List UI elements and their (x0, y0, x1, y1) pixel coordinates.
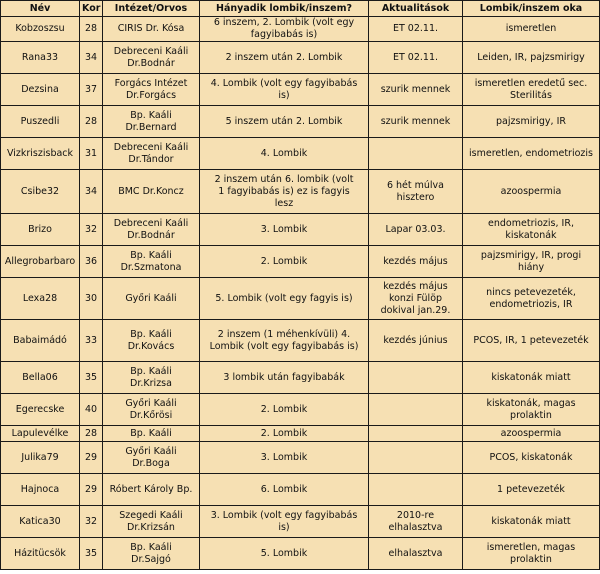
cell-ok-text: pajzsmirigy, IR, progi hiány (480, 249, 582, 273)
cell-intezet-text: Bp. Kaáli (130, 427, 172, 439)
cell-aktualitas (369, 362, 463, 394)
cell-nev-text: Katica30 (19, 515, 61, 527)
cell-intezet-text: Szegedi Kaáli Dr.Krizsán (119, 509, 183, 533)
cell-intezet (103, 442, 200, 474)
cell-hanyadik (200, 426, 369, 442)
cell-nev (1, 138, 80, 170)
cell-nev (1, 214, 80, 246)
cell-intezet (103, 362, 200, 394)
cell-intezet-text: Róbert Károly Bp. (109, 483, 193, 495)
cell-ok-text: nincs petevezeték, endometriozis, IR (486, 286, 576, 310)
cell-nev (1, 320, 80, 362)
cell-kor (80, 246, 103, 278)
cell-nev-text: Házitücsök (14, 547, 66, 559)
cell-kor-text: 37 (84, 83, 98, 95)
cell-aktualitas (369, 394, 463, 426)
table-row (1, 506, 600, 538)
cell-hanyadik (200, 506, 369, 538)
cell-intezet (103, 394, 200, 426)
cell-aktualitas-text: 2010-re elhalasztva (388, 509, 443, 533)
cell-nev (1, 74, 80, 106)
cell-nev-text: Dezsina (21, 83, 59, 95)
cell-intezet-text: CIRIS Dr. Kósa (117, 23, 185, 34)
cell-intezet-text: Debreceni Kaáli Dr.Bodnár (113, 217, 189, 241)
cell-kor (80, 442, 103, 474)
cell-ok-text: kiskatonák miatt (491, 515, 571, 527)
cell-hanyadik-text: 6 inszem, 2. Lombik (volt egy fagyibabás is) (213, 17, 355, 40)
cell-intezet-text: Debreceni Kaáli Dr.Bodnár (113, 45, 189, 69)
cell-hanyadik-text: 3. Lombik (260, 223, 308, 235)
cell-nev (1, 42, 80, 74)
cell-nev-text: Kobzoszsu (15, 23, 65, 34)
cell-intezet (103, 74, 200, 106)
cell-intezet (103, 42, 200, 74)
cell-ok-text: Leiden, IR, pajzsmirigy (477, 51, 585, 63)
cell-intezet (103, 214, 200, 246)
cell-hanyadik-text: 3. Lombik (260, 451, 308, 463)
cell-hanyadik (200, 362, 369, 394)
cell-ok (463, 170, 600, 214)
cell-kor-text: 35 (84, 547, 98, 559)
cell-nev-text: Csibe32 (20, 185, 60, 197)
cell-nev (1, 474, 80, 506)
cell-aktualitas-text: kezdés május konzi Fülöp dokival jan.29. (380, 280, 451, 316)
cell-nev-text: Julika79 (21, 451, 59, 463)
cell-kor (80, 74, 103, 106)
cell-intezet (103, 474, 200, 506)
table-body (1, 17, 600, 570)
cell-ok (463, 442, 600, 474)
cell-kor (80, 506, 103, 538)
cell-intezet-text: Bp. Kaáli Dr.Bernard (125, 109, 177, 133)
cell-kor-text: 35 (84, 371, 98, 383)
cell-hanyadik-text: 2 inszem (1 méhenkívüli) 4. Lombik (volt egy fagyibabás is) (209, 328, 359, 352)
cell-aktualitas-text: ET 02.11. (392, 51, 439, 63)
cell-ok (463, 214, 600, 246)
cell-aktualitas-text: szurik mennek (380, 83, 451, 95)
cell-nev-text: Babaimádó (13, 334, 67, 346)
cell-ok (463, 538, 600, 570)
cell-hanyadik (200, 474, 369, 506)
cell-nev-text: Vizkriszisback (6, 147, 74, 159)
cell-ok (463, 17, 600, 42)
cell-hanyadik-text: 5. Lombik (volt egy fagyis is) (215, 292, 353, 304)
cell-kor-text: 28 (84, 427, 98, 439)
cell-kor-text: 29 (84, 451, 98, 463)
cell-intezet-text: Győri Kaáli Dr.Boga (125, 445, 177, 469)
cell-kor (80, 17, 103, 42)
cell-nev-text: Lexa28 (22, 292, 58, 304)
cell-nev-text: Allegrobarbaro (4, 255, 76, 267)
cell-aktualitas (369, 17, 463, 42)
table-row (1, 170, 600, 214)
cell-intezet (103, 170, 200, 214)
cell-kor (80, 42, 103, 74)
cell-hanyadik-text: 2 inszem után 2. Lombik (225, 51, 343, 63)
cell-nev (1, 362, 80, 394)
cell-hanyadik (200, 17, 369, 42)
cell-aktualitas (369, 506, 463, 538)
cell-kor-text: 33 (84, 334, 98, 346)
cell-intezet-text: Forgács Intézet Dr.Forgács (114, 77, 188, 101)
table-row (1, 138, 600, 170)
cell-aktualitas-text: kezdés június (383, 334, 448, 346)
cell-hanyadik (200, 106, 369, 138)
cell-kor-text: 40 (84, 403, 98, 415)
cell-hanyadik (200, 170, 369, 214)
table-row (1, 17, 600, 42)
cell-aktualitas (369, 538, 463, 570)
cell-nev (1, 106, 80, 138)
cell-aktualitas (369, 278, 463, 320)
cell-aktualitas-text: Lapar 03.03. (385, 223, 446, 235)
cell-ok (463, 362, 600, 394)
cell-nev-text: Puszedli (20, 115, 60, 127)
cell-kor-text: 28 (84, 115, 98, 127)
cell-hanyadik (200, 214, 369, 246)
cell-kor-text: 31 (84, 147, 98, 159)
cell-nev (1, 426, 80, 442)
cell-nev (1, 442, 80, 474)
cell-hanyadik-text: 4. Lombik (260, 147, 308, 159)
cell-nev-text: Lapulevélke (11, 427, 69, 439)
cell-aktualitas-text: ET 02.11. (392, 23, 439, 34)
cell-kor-text: 32 (84, 223, 98, 235)
cell-nev (1, 394, 80, 426)
cell-hanyadik-text: 4. Lombik (volt egy fagyibabás is) (210, 77, 358, 101)
cell-ok (463, 506, 600, 538)
table-row (1, 278, 600, 320)
cell-nev-text: Hajnoca (20, 483, 60, 495)
cell-hanyadik-text: 5. Lombik (260, 547, 308, 559)
table-row (1, 442, 600, 474)
cell-kor-text: 32 (84, 515, 98, 527)
header-kor: Kor (80, 1, 103, 17)
cell-hanyadik-text: 2. Lombik (260, 255, 308, 267)
cell-ok (463, 278, 600, 320)
cell-aktualitas (369, 442, 463, 474)
cell-ok (463, 474, 600, 506)
cell-kor (80, 214, 103, 246)
cell-kor-text: 29 (84, 483, 98, 495)
cell-intezet (103, 138, 200, 170)
header-row (1, 1, 600, 17)
cell-kor-text: 28 (84, 23, 98, 34)
cell-ok-text: endometriozis, IR, kiskatonák (488, 217, 574, 241)
cell-intezet (103, 17, 200, 42)
cell-aktualitas (369, 246, 463, 278)
cell-intezet-text: BMC Dr.Koncz (118, 185, 184, 197)
cell-kor (80, 320, 103, 362)
header-aktualitasok: Aktualitások (369, 1, 463, 17)
cell-hanyadik-text: 6. Lombik (260, 483, 308, 495)
table-row (1, 42, 600, 74)
cell-intezet (103, 106, 200, 138)
cell-kor (80, 474, 103, 506)
table-row (1, 426, 600, 442)
cell-kor (80, 106, 103, 138)
cell-hanyadik-text: 2. Lombik (260, 427, 308, 439)
cell-ok (463, 394, 600, 426)
table-row (1, 246, 600, 278)
cell-intezet-text: Győri Kaáli Dr.Kőrösi (125, 397, 177, 421)
cell-ok-text: ismeretlen, endometriozis (469, 147, 593, 159)
cell-kor (80, 538, 103, 570)
cell-kor (80, 394, 103, 426)
table-row (1, 320, 600, 362)
cell-nev (1, 246, 80, 278)
cell-intezet (103, 278, 200, 320)
cell-intezet (103, 426, 200, 442)
cell-ok (463, 138, 600, 170)
cell-intezet-text: Bp. Kaáli Dr.Krizsa (130, 365, 172, 389)
table-row (1, 214, 600, 246)
cell-ok-text: azoospermia (500, 427, 562, 439)
cell-intezet-text: Bp. Kaáli Dr.Kovács (127, 328, 175, 352)
cell-aktualitas-text: szurik mennek (380, 115, 451, 127)
cell-kor (80, 138, 103, 170)
cell-nev (1, 17, 80, 42)
cell-hanyadik-text: 5 inszem után 2. Lombik (225, 115, 343, 127)
cell-intezet-text: Bp. Kaáli Dr.Sajgó (130, 541, 172, 565)
cell-nev-text: Egerecske (15, 403, 65, 415)
table-row (1, 538, 600, 570)
cell-intezet (103, 506, 200, 538)
cell-ok-text: azoospermia (500, 185, 562, 197)
cell-ok-text: kiskatonák, magas prolaktin (486, 397, 576, 421)
table-row (1, 74, 600, 106)
cell-hanyadik (200, 394, 369, 426)
cell-ok (463, 74, 600, 106)
cell-hanyadik (200, 538, 369, 570)
cell-kor-text: 36 (84, 255, 98, 267)
cell-aktualitas (369, 106, 463, 138)
cell-aktualitas (369, 74, 463, 106)
cell-ok-text: kiskatonák miatt (491, 371, 571, 383)
cell-nev (1, 170, 80, 214)
cell-hanyadik (200, 42, 369, 74)
cell-ok-text: PCOS, kiskatonák (489, 451, 573, 463)
cell-hanyadik-text: 3 lombik után fagyibabák (223, 371, 345, 383)
cell-aktualitas (369, 320, 463, 362)
cell-hanyadik-text: 3. Lombik (volt egy fagyibabás is) (210, 509, 358, 533)
cell-ok-text: ismeretlen (505, 23, 557, 34)
cell-aktualitas (369, 214, 463, 246)
cell-ok-text: ismeretlen eredetű sec. Sterilitás (474, 77, 588, 101)
cell-aktualitas-text: 6 hét múlva hisztero (386, 179, 445, 203)
cell-aktualitas (369, 138, 463, 170)
cell-kor-text: 34 (84, 185, 98, 197)
cell-hanyadik-text: 2 inszem után 6. lombik (volt 1 fagyibabás is) ez is fagyis lesz (214, 173, 354, 209)
cell-aktualitas (369, 426, 463, 442)
cell-kor (80, 426, 103, 442)
header-intezet: Intézet/Orvos (103, 1, 200, 17)
cell-intezet (103, 320, 200, 362)
cell-kor (80, 278, 103, 320)
table-row (1, 474, 600, 506)
cell-ok (463, 42, 600, 74)
cell-ok (463, 246, 600, 278)
header-nev: Név (1, 1, 80, 17)
cell-intezet-text: Győri Kaáli (125, 292, 177, 304)
cell-ok-text: PCOS, IR, 1 petevezeték (473, 334, 589, 346)
cell-hanyadik-text: 2. Lombik (260, 403, 308, 415)
cell-aktualitas (369, 474, 463, 506)
cell-aktualitas (369, 170, 463, 214)
cell-intezet (103, 538, 200, 570)
cell-ok-text: ismeretlen, magas prolaktin (486, 541, 576, 565)
cell-hanyadik (200, 320, 369, 362)
cell-nev-text: Brizo (28, 223, 52, 235)
cell-aktualitas-text: elhalasztva (388, 547, 443, 559)
header-ok: Lombik/inszem oka (463, 1, 600, 17)
cell-hanyadik (200, 278, 369, 320)
cell-kor-text: 34 (84, 51, 98, 63)
table-row (1, 106, 600, 138)
cell-ok (463, 106, 600, 138)
cell-intezet (103, 246, 200, 278)
cell-intezet-text: Debreceni Kaáli Dr.Tándor (113, 141, 189, 165)
cell-hanyadik (200, 138, 369, 170)
cell-hanyadik (200, 246, 369, 278)
cell-nev-text: Rana33 (21, 51, 59, 63)
cell-nev-text: Bella06 (22, 371, 58, 383)
cell-kor (80, 170, 103, 214)
cell-kor-text: 30 (84, 292, 98, 304)
cell-ok-text: 1 petevezeték (497, 483, 565, 495)
cell-nev (1, 538, 80, 570)
table-row (1, 362, 600, 394)
cell-aktualitas-text: kezdés május (383, 255, 448, 267)
cell-hanyadik (200, 442, 369, 474)
cell-ok-text: pajzsmirigy, IR (496, 115, 566, 127)
table-row (1, 394, 600, 426)
cell-ok (463, 320, 600, 362)
cell-ok (463, 426, 600, 442)
cell-nev (1, 278, 80, 320)
cell-kor (80, 362, 103, 394)
cell-nev (1, 506, 80, 538)
cell-hanyadik (200, 74, 369, 106)
header-hanyadik: Hányadik lombik/inszem? (200, 1, 369, 17)
cell-intezet-text: Bp. Kaáli Dr.Szmatona (120, 249, 182, 273)
cell-aktualitas (369, 42, 463, 74)
